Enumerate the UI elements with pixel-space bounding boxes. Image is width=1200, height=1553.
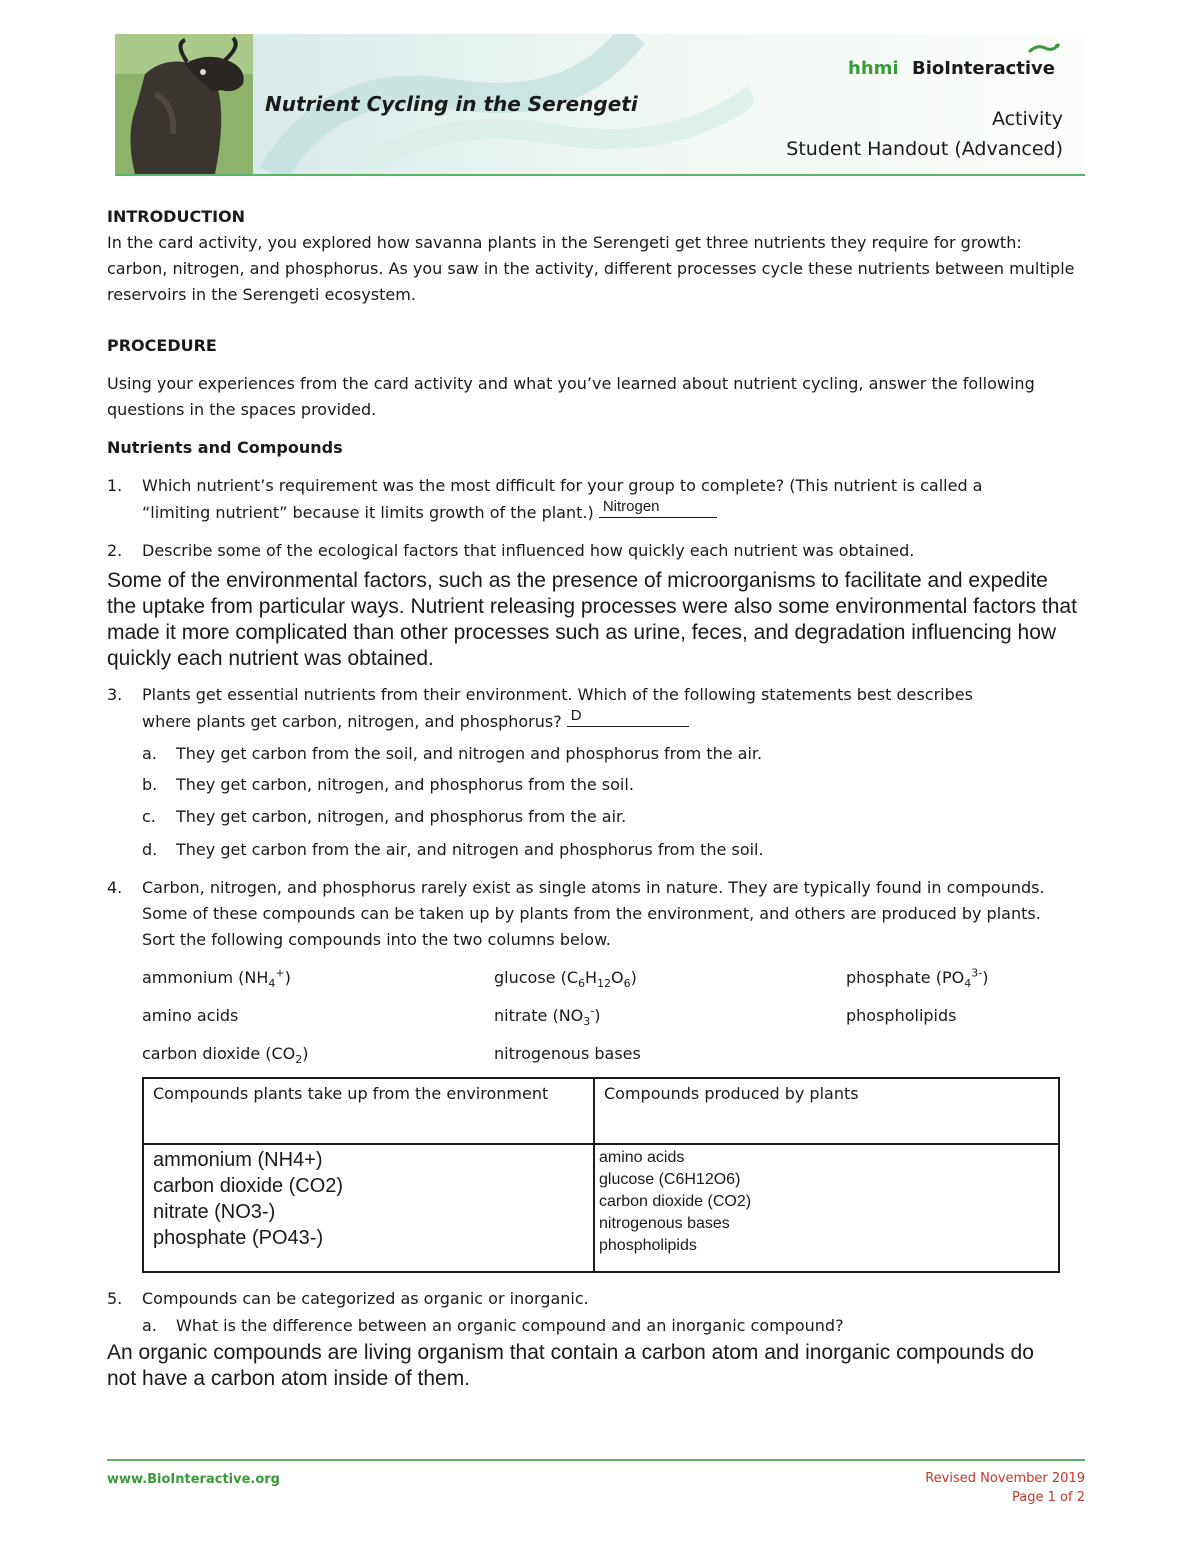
option-text: They get carbon, nitrogen, and phosphorus from the air.: [176, 807, 627, 826]
option-text: They get carbon from the soil, and nitrogen and phosphorus from the air.: [176, 744, 763, 763]
table-item: carbon dioxide (CO2): [153, 1175, 344, 1197]
table-item: nitrate (NO3-): [153, 1201, 276, 1223]
section-heading: Nutrients and Compounds: [107, 438, 343, 457]
footer-page-number: Page 1 of 2: [1012, 1490, 1085, 1505]
option-letter: a.: [142, 744, 157, 763]
question-number: 3.: [107, 685, 123, 704]
compound-carbon-dioxide: carbon dioxide $(CO_2)$: [142, 1044, 309, 1067]
option-text: They get carbon from the air, and nitrogen and phosphorus from the soil.: [176, 840, 764, 859]
question-text: Compounds can be categorized as organic or inorganic.: [142, 1289, 589, 1308]
question-4: [107, 875, 1067, 955]
question-number: 5.: [107, 1289, 123, 1308]
option-text: What is the difference between an organic compound and an inorganic compound?: [176, 1316, 844, 1335]
compound-sort-table: [142, 1077, 1060, 1273]
answer-blank-q1[interactable]: [599, 499, 717, 518]
compound-glucose: glucose $(C_6H_{12}O_6)$: [494, 968, 637, 991]
answer-q1: Nitrogen: [602, 498, 660, 515]
footer-website-link[interactable]: www.BioInteractive.org: [107, 1472, 280, 1487]
question-number: 1.: [107, 476, 123, 495]
biointeractive-logo: BioInteractive: [912, 58, 1055, 79]
answer-q3: D: [570, 707, 582, 724]
question-1: [107, 473, 1067, 527]
lizard-logo-icon: [1027, 38, 1061, 60]
compound-nitrogenous-bases: nitrogenous bases: [494, 1044, 641, 1063]
compound-phospholipids: phospholipids: [846, 1006, 957, 1025]
compound-ammonium: ammonium $(NH_4^+)$: [142, 966, 291, 991]
compound-amino-acids: amino acids: [142, 1006, 239, 1025]
question-text: Carbon, nitrogen, and phosphorus rarely exist as single atoms in nature. They are typically found in compounds. Some of these compounds can be taken up by plants from the environment, and others are produced by plants. Sort the following compounds into the two columns below.: [142, 878, 1045, 949]
table-cell-uptake[interactable]: [143, 1144, 594, 1272]
procedure-heading: PROCEDURE: [107, 336, 217, 355]
table-cell-produced[interactable]: [594, 1144, 1059, 1272]
question-number: 2.: [107, 541, 123, 560]
question-text: Plants get essential nutrients from their environment. Which of the following statements best describes: [142, 685, 973, 704]
question-2: [107, 538, 1067, 564]
question-3: [107, 682, 1067, 736]
hhmi-logo: hhmi: [848, 58, 899, 79]
procedure-text: Using your experiences from the card activity and what you’ve learned about nutrient cycling, answer the following questions in the spaces provided.: [107, 374, 1035, 419]
header-banner: [115, 34, 1085, 176]
question-text: Which nutrient’s requirement was the most difficult for your group to complete? (This nutrient is called a: [142, 476, 983, 495]
table-item: phospholipids: [599, 1237, 697, 1254]
intro-text: In the card activity, you explored how savanna plants in the Serengeti get three nutrients they require for growth: carbon, nitrogen, and phosphorus. As you saw in the activity, different processes cycle these nutrients between multiple reservoirs in the Serengeti ecosystem.: [107, 233, 1075, 304]
question-text: Describe some of the ecological factors that influenced how quickly each nutrient was obtained.: [142, 541, 915, 560]
table-item: carbon dioxide (CO2): [599, 1193, 752, 1210]
question-5: [107, 1286, 1067, 1312]
answer-blank-q3[interactable]: [567, 708, 689, 727]
table-item: amino acids: [599, 1149, 685, 1166]
option-letter: b.: [142, 775, 158, 794]
footer-revised: Revised November 2019: [925, 1471, 1085, 1486]
question-text-cont: where plants get carbon, nitrogen, and phosphorus?: [142, 712, 562, 731]
wildebeest-image: [115, 34, 253, 174]
compound-nitrate: nitrate $(NO_3^-)$: [494, 1004, 601, 1029]
option-text: They get carbon, nitrogen, and phosphorus from the soil.: [176, 775, 634, 794]
table-header-produced: Compounds produced by plants: [594, 1078, 1059, 1144]
compound-phosphate: phosphate $(PO_4^{3-})$: [846, 966, 989, 991]
table-header-uptake: Compounds plants take up from the environment: [143, 1078, 594, 1144]
intro-heading: INTRODUCTION: [107, 207, 246, 226]
question-text-cont: “limiting nutrient” because it limits growth of the plant.): [142, 503, 594, 522]
doc-type: Activity: [991, 108, 1063, 130]
handout-type: Student Handout (Advanced): [786, 138, 1063, 160]
question-number: 4.: [107, 878, 123, 897]
table-item: phosphate (PO43-): [153, 1227, 324, 1249]
table-item: glucose (C6H12O6): [599, 1171, 741, 1188]
option-letter: d.: [142, 840, 158, 859]
answer-q5a[interactable]: An organic compounds are living organism that contain a carbon atom and inorganic compounds do not have a carbon atom inside of them.: [107, 1341, 1034, 1390]
page-title: Nutrient Cycling in the Serengeti: [265, 92, 638, 116]
table-item: ammonium (NH4+): [153, 1149, 323, 1171]
option-letter: c.: [142, 807, 156, 826]
wildebeest-photo: [115, 34, 253, 174]
table-item: nitrogenous bases: [599, 1215, 730, 1232]
option-letter: a.: [142, 1316, 157, 1335]
footer-divider: [107, 1459, 1085, 1461]
answer-q2[interactable]: Some of the environmental factors, such as the presence of microorganisms to facilitate and expedite the uptake from particular ways. Nutrient releasing processes were also some environmental factors that made it more complicated than other processes such as urine, feces, and degradation influencing how quickly each nutrient was obtained.: [107, 569, 1077, 670]
